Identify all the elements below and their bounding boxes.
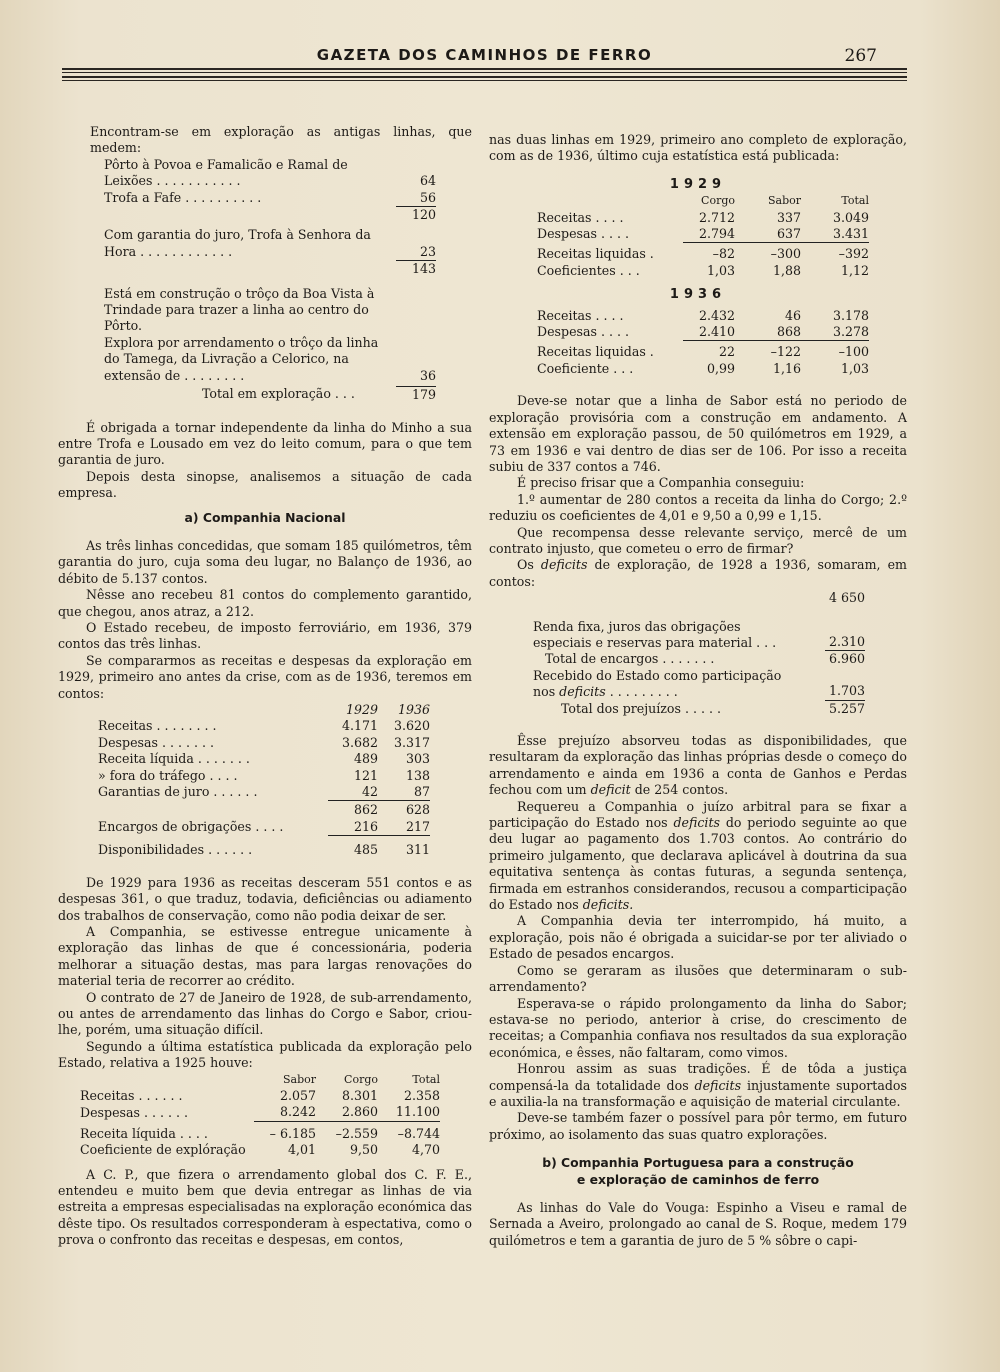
- paragraph: 1.º aumentar de 280 contos a receita da linha do Corgo; 2.º reduziu os coeficientes de 4,01 e 9,50 a 0,99 e 1,15.: [489, 491, 907, 524]
- paragraph: É preciso frisar que a Companhia conseguiu:: [517, 475, 805, 491]
- list-item: Renda fixa, juros das obrigações especiais e reservas para material . . . 2.310: [533, 618, 865, 650]
- table-row: Receitas liquidas . 22 –122 –100: [537, 344, 869, 360]
- paragraph: As linhas do Vale do Vouga: Espinho a Viseu e ramal de Sernada a Aveiro, prolongado ao canal de S. Roque, medem 179 quilómetros e tem a garantia de juro de 5 % sôbre o capi-: [489, 1199, 907, 1248]
- paragraph: Honrou assim as suas tradições. É de tôda a justiça compensá-la da totalidade dos deficits injustamente suportados e auxilia-la na transformação e aquisição de material circulante.: [489, 1061, 907, 1109]
- table-header: Corgo: [701, 194, 735, 208]
- paragraph: As três linhas concedidas, que somam 185 quilómetros, têm garantia do juro, cuja soma deu lugar, no Balanço de 1936, ao débito de 5.137 contos.: [58, 537, 472, 586]
- header-rule: [62, 72, 907, 73]
- comparison-table-1929-1936: [98, 702, 430, 859]
- list-item: Total dos prejuízos . . . . . 5.257: [561, 700, 865, 716]
- paragraph: Se compararmos as receitas e despesas da exploração em 1929, primeiro ano antes da crise, com as de 1936, teremos em contos:: [58, 652, 472, 701]
- paragraph: nas duas linhas em 1929, primeiro ano completo de exploração, com as de 1936, último cuja estatística está publicada:: [489, 132, 907, 164]
- paragraph: Encontram-se em exploração as antigas linhas, que medem:: [90, 124, 472, 156]
- table-row: Receita líquida . . . . – 6.185 –2.559 –8.744: [80, 1125, 440, 1141]
- paragraph: De 1929 para 1936 as receitas desceram 551 contos e as despesas 361, o que traduz, todavia, deficiências ou adiamento dos trabalhos de conservação, como não podia deixar de ser.: [58, 874, 472, 923]
- line-label: Explora por arrendamento o trôço da linha do Tamega, da Livração a Celorico, na extensão de . . . . . . . .: [104, 334, 379, 383]
- deficit-value: 4 650: [828, 590, 865, 606]
- paragraph: A C. P., que fizera o arrendamento global dos C. F. E., entendeu e muito bem que devia entregar as linhas de via estreita a empresas especialisadas na exploração económica das dêste tipo. Os resultados corresponderam à espectativa, como o prova o confronto das receitas e despesas, em contos,: [58, 1166, 472, 1248]
- paragraph: O contrato de 27 de Janeiro de 1928, de sub-arrendamento, ou antes de arrendamento das linhas do Corgo e Sabor, criou-lhe, porém, uma situação difícil.: [58, 989, 472, 1038]
- line-value: 23: [419, 243, 436, 259]
- subtotal-row: [104, 260, 436, 277]
- line-value: 36: [419, 367, 436, 383]
- section-heading: e exploração de caminhos de ferro: [576, 1171, 820, 1187]
- table-row: Coeficiente . . . 0,99 1,16 1,03: [537, 360, 869, 376]
- paragraph: A Companhia, se estivesse entregue unicamente à exploração das linhas de que é concessionária, poderia melhorar a situação destas, mas para largas renovações do material teria de recorrer ao crédito.: [58, 923, 472, 989]
- paragraph: Esperava-se o rápido prolongamento da linha do Sabor; estava-se no periodo, anterior à crise, do crescimento de receitas; a Companhia confiava nos resultados da sua exploração económica, e êsses, não faltaram, como vimos.: [489, 995, 907, 1060]
- table-row: Receita líquida . . . . . . . 489 303: [98, 751, 430, 767]
- journal-title: GAZETA DOS CAMINHOS DE FERRO: [316, 46, 653, 64]
- table-row: Receitas liquidas . –82 –300 –392: [537, 246, 869, 262]
- table-header: 1936: [397, 702, 430, 717]
- header-rule: [62, 76, 907, 78]
- year-heading: 1929: [669, 176, 727, 192]
- table-row: Despesas . . . . . . 8.242 2.860 11.100: [80, 1104, 440, 1120]
- paragraph: É obrigada a tornar independente da linha do Minho a sua entre Trofa e Lousado em vez do leito comum, para o que tem garantia de juro.: [58, 419, 472, 468]
- table-header: 1929: [345, 702, 378, 717]
- total-row: [104, 386, 436, 403]
- header-rule: [62, 68, 907, 70]
- paragraph: Deve-se também fazer o possível para pôr termo, em futuro próximo, ao isolamento das suas quatro explorações.: [489, 1110, 907, 1142]
- subtotal-row: [104, 206, 436, 223]
- list-item: [104, 157, 436, 190]
- construction-note: Está em construção o trôço da Boa Vista à Trindade para trazer a linha ao centro do Pôrto.: [104, 285, 375, 334]
- paragraph: Depois desta sinopse, analisemos a situação de cada empresa.: [58, 468, 472, 501]
- page-number: 267: [844, 46, 877, 66]
- table-row: Coeficientes . . . 1,03 1,88 1,12: [537, 262, 869, 278]
- year-heading: 1936: [669, 287, 727, 303]
- table-row: Despesas . . . . . . . 3.682 3.317: [98, 734, 430, 750]
- exploration-table-1929: [537, 193, 869, 279]
- header-rule: [62, 80, 907, 81]
- table-row: Garantias de juro . . . . . . 42 87: [98, 784, 430, 800]
- lines-list: [58, 157, 436, 404]
- table-header: Total: [412, 1072, 440, 1086]
- table-header: Corgo: [344, 1072, 378, 1086]
- table-row: Encargos de obrigações . . . . 216 217: [98, 818, 430, 835]
- paragraph: Requereu a Companhia o juízo arbitral para se fixar a participação do Estado nos deficits do periodo seguinte ao que deu lugar ao pagamento dos 1.703 contos. Ao contrário do primeiro julgamento, que declarava aplicável à doutrina da sua equitativa sentença às contas futuras, a segunda sentença, firmada em estranhos considerandos, recusou a comparticipação do Estado nos deficits.: [489, 798, 907, 913]
- table-row: » fora do tráfego . . . . 121 138: [98, 767, 430, 783]
- table-header: Sabor: [767, 194, 801, 208]
- line-label: Trofa a Fafe . . . . . . . . . .: [104, 189, 262, 205]
- line-label: Pôrto à Povoa e Famalicão e Ramal de Leixões . . . . . . . . . . .: [104, 156, 348, 189]
- paragraph: Como se geraram as ilusões que determinaram o sub-arrendamento?: [489, 962, 907, 995]
- paragraph: Nêsse ano recebeu 81 contos do complemento garantido, que chegou, anos atraz, a 212.: [58, 587, 472, 619]
- paragraph: Segundo a última estatística publicada da exploração pelo Estado, relativa a 1925 houve:: [58, 1038, 472, 1071]
- subtotal-value: 143: [396, 260, 436, 277]
- line-value: 56: [419, 189, 436, 205]
- page-header: [62, 42, 907, 88]
- line-label: Com garantia do juro, Trofa à Senhora da Hora . . . . . . . . . . . .: [104, 227, 371, 259]
- list-item: [104, 190, 436, 206]
- paragraph: O Estado recebeu, de imposto ferroviário, em 1936, 379 contos das três linhas.: [58, 619, 472, 652]
- list-item: Recebido do Estado como participação nos deficits . . . . . . . . . 1.703: [533, 667, 865, 700]
- statistics-table-1925: [80, 1072, 440, 1159]
- table-row: Receitas . . . . 2.432 46 3.178: [537, 307, 869, 323]
- table-row: Disponibilidades . . . . . . 485 311: [98, 842, 430, 858]
- line-value: 64: [419, 173, 436, 189]
- table-row: Receitas . . . . . . 2.057 8.301 2.358: [80, 1088, 440, 1104]
- total-label: Total em exploração . . .: [202, 386, 355, 402]
- table-header: Sabor: [282, 1072, 316, 1086]
- table-row: 862 628: [353, 801, 430, 817]
- table-row: Receitas . . . . . . . . 4.171 3.620: [98, 718, 430, 734]
- total-value: 179: [396, 386, 436, 403]
- table-row: Despesas . . . . 2.794 637 3.431: [537, 226, 869, 242]
- section-heading: a) Companhia Nacional: [184, 509, 346, 525]
- charges-list: [489, 619, 865, 717]
- right-column: [489, 132, 907, 1249]
- table-row: Coeficiente de explóração 4,01 9,50 4,70: [80, 1142, 440, 1158]
- list-item: Total de encargos . . . . . . . 6.960: [545, 651, 865, 667]
- paragraph: Deve-se notar que a linha de Sabor está no periodo de exploração provisória com a construção em andamento. A extensão em exploração passou, de 50 quilómetros em 1929, a 73 em 1936 e vai dentro de dias ser de 106. Por isso a receita subiu de 337 contos a 746.: [489, 393, 907, 474]
- left-column: [58, 124, 472, 1249]
- paragraph: A Companhia devia ter interrompido, há muito, a exploração, pois não é obrigada a suicidar-se por ter aliviado o Estado de pesados encargos.: [489, 913, 907, 962]
- exploration-table-1936: [537, 308, 869, 378]
- paragraph: Êsse prejuízo absorveu todas as disponibilidades, que resultaram da exploração das linhas próprias desde o começo do arrendamento e ainda em 1936 a conta de Ganhos e Perdas fechou com um deficit de 254 contos.: [489, 733, 907, 798]
- section-heading: b) Companhia Portuguesa para a construção: [542, 1155, 854, 1171]
- table-row: Receitas . . . . 2.712 337 3.049: [537, 209, 869, 225]
- list-item: [104, 335, 436, 384]
- paragraph: Que recompensa desse relevante serviço, mercê de um contrato injusto, que cometeu o erro de firmar?: [489, 524, 907, 556]
- table-header: Total: [841, 194, 869, 208]
- table-row: Despesas . . . . 2.410 868 3.278: [537, 324, 869, 340]
- subtotal-value: 120: [396, 206, 436, 223]
- list-item: [104, 227, 436, 260]
- paragraph: Os deficits de exploração, de 1928 a 1936, somaram, em contos:: [489, 557, 907, 589]
